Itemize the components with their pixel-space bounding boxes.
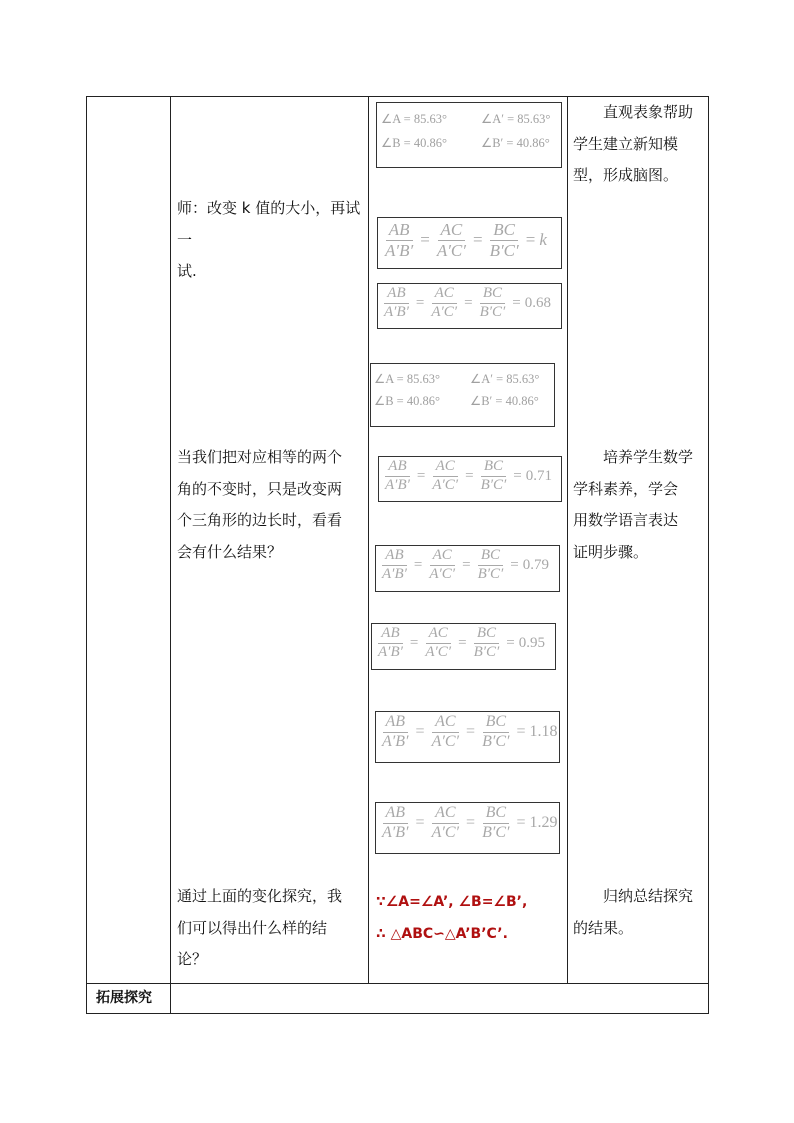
column-divider-2 <box>368 96 369 984</box>
text-line: 培养学生数学 <box>603 448 694 466</box>
fraction-bc <box>479 805 512 842</box>
table-bottom-border <box>86 1013 709 1014</box>
equals-sign: = <box>472 230 483 250</box>
ratio-value: 0.68 <box>524 294 552 311</box>
angle-b-value: ∠B = 40.86° <box>374 394 440 408</box>
ratio-value: 0.71 <box>525 467 553 484</box>
denominator: B′C′ <box>479 303 506 320</box>
text-line: 们可以得出什么样的结 <box>177 918 328 937</box>
column-divider-1 <box>170 96 171 1014</box>
teacher-prompt-conclusion <box>177 881 363 976</box>
text-line: 师：改变 k 值的大小，再试一 <box>177 199 361 249</box>
table-left-border <box>86 96 87 1014</box>
fraction-ab <box>381 286 412 321</box>
equals-sign: = <box>466 723 476 741</box>
denominator: A′C′ <box>431 303 458 320</box>
text-line: 论？ <box>177 950 208 968</box>
column-divider-3 <box>567 96 568 984</box>
equals-sign: = <box>513 467 522 484</box>
numerator: AC <box>432 805 458 824</box>
equals-sign: = <box>413 556 423 573</box>
denominator: B′C′ <box>482 732 510 750</box>
fraction-ab <box>382 221 416 260</box>
teacher-prompt-change-k <box>177 193 363 288</box>
numerator: BC <box>474 626 499 644</box>
equals-sign: = <box>458 634 467 651</box>
denominator: A′B′ <box>385 240 414 260</box>
numerator: AC <box>426 626 451 644</box>
intent-note-summary <box>573 881 705 944</box>
numerator: BC <box>480 286 505 304</box>
numerator: AC <box>432 286 457 304</box>
angle-a-prime-value: ∠A′ = 85.63° <box>481 112 551 126</box>
numerator: AB <box>383 714 409 733</box>
ratio-box-0-79 <box>375 545 560 592</box>
text-line: 归纳总结探究 <box>603 887 694 905</box>
numerator: AC <box>433 459 458 477</box>
equals-sign: = <box>510 556 519 573</box>
fraction-ac <box>428 286 460 321</box>
numerator: AB <box>382 548 406 566</box>
text-line: 会有什么结果？ <box>177 542 283 561</box>
numerator: AB <box>386 221 413 241</box>
text-line: 学科素养，学会 <box>573 479 679 498</box>
fraction-ac <box>422 626 454 661</box>
fraction-bc <box>477 286 509 321</box>
text-line: 角的不变时，只是改变两 <box>177 479 343 498</box>
ratio-box-0-71 <box>378 456 562 502</box>
fraction-bc <box>479 714 512 751</box>
fraction-ac <box>429 459 461 494</box>
denominator: A′C′ <box>436 240 466 260</box>
denominator: A′B′ <box>378 643 403 660</box>
ratio-box-k <box>377 217 562 269</box>
denominator: B′C′ <box>473 643 500 660</box>
numerator: AB <box>383 805 409 824</box>
numerator: AC <box>438 221 466 241</box>
ratio-value: 0.79 <box>522 556 550 573</box>
numerator: BC <box>478 548 503 566</box>
equals-sign: = <box>525 230 536 250</box>
text-line: 证明步骤。 <box>573 542 649 561</box>
fraction-ab <box>379 548 410 583</box>
table-right-border <box>708 96 709 1014</box>
equals-sign: = <box>516 723 526 741</box>
extension-section-label: 拓展探究 <box>96 990 152 1006</box>
numerator: AB <box>384 286 408 304</box>
angle-measure-box-1 <box>376 102 562 168</box>
equals-sign: = <box>409 634 419 651</box>
denominator: A′B′ <box>384 303 409 320</box>
ratio-box-0-95 <box>371 623 556 670</box>
numerator: BC <box>483 805 509 824</box>
denominator: B′C′ <box>477 565 504 582</box>
numerator: BC <box>483 714 509 733</box>
ratio-box-1-29 <box>375 802 560 854</box>
denominator: B′C′ <box>489 240 519 260</box>
denominator: A′B′ <box>382 565 407 582</box>
fraction-ab <box>379 714 412 751</box>
equals-sign: = <box>415 814 425 832</box>
angle-a-prime-value: ∠A′ = 85.63° <box>470 372 540 386</box>
numerator: AC <box>432 714 458 733</box>
fraction-bc <box>475 548 507 583</box>
denominator: A′B′ <box>382 823 409 841</box>
text-line: 学生建立新知模 <box>573 134 679 153</box>
ratio-value: 1.18 <box>529 723 558 741</box>
denominator: A′C′ <box>429 565 456 582</box>
fraction-ab <box>375 626 406 661</box>
fraction-ac <box>426 548 458 583</box>
equals-sign: = <box>512 294 521 311</box>
fraction-bc <box>471 626 503 661</box>
conclusion-therefore: ∴ △ABC∽△A’B’C’. <box>376 926 508 942</box>
text-line: 用数学语言表达 <box>573 511 679 529</box>
text-line: 试. <box>177 262 197 280</box>
angle-a-value: ∠A = 85.63° <box>381 112 447 126</box>
denominator: A′C′ <box>425 643 452 660</box>
denominator: B′C′ <box>482 823 510 841</box>
numerator: AC <box>430 548 455 566</box>
text-line: 个三角形的边长时，看看 <box>177 511 343 529</box>
fraction-ac <box>434 221 469 260</box>
table-row-divider <box>86 983 709 984</box>
numerator: AB <box>378 626 402 644</box>
denominator: A′B′ <box>385 476 410 493</box>
ratio-value: 1.29 <box>529 814 558 832</box>
angle-a-value: ∠A = 85.63° <box>374 372 440 386</box>
denominator: A′C′ <box>432 476 459 493</box>
fraction-bc <box>487 221 522 260</box>
text-line: 型，形成脑图。 <box>573 166 679 184</box>
numerator: BC <box>490 221 518 241</box>
denominator: A′C′ <box>431 823 460 841</box>
equals-sign: = <box>416 467 426 484</box>
ratio-value: 0.95 <box>518 634 546 651</box>
equals-sign: = <box>415 723 425 741</box>
fraction-ab <box>379 805 412 842</box>
text-line: 的结果。 <box>573 918 634 937</box>
teacher-prompt-change-sides <box>177 442 363 568</box>
equals-sign: = <box>420 230 430 250</box>
angle-b-value: ∠B = 40.86° <box>381 136 447 150</box>
equals-sign: = <box>462 556 471 573</box>
intent-note-literacy <box>573 442 705 568</box>
ratio-value: k <box>539 230 547 250</box>
conclusion-because: ∵∠A=∠A’, ∠B=∠B’, <box>376 894 528 910</box>
fraction-ab <box>382 459 413 494</box>
angle-b-prime-value: ∠B′ = 40.86° <box>481 136 550 150</box>
ratio-box-0-68 <box>377 283 562 329</box>
numerator: AB <box>385 459 409 477</box>
denominator: A′C′ <box>431 732 460 750</box>
denominator: A′B′ <box>382 732 409 750</box>
fraction-ac <box>429 714 462 751</box>
fraction-ac <box>429 805 462 842</box>
fraction-bc <box>478 459 510 494</box>
equals-sign: = <box>415 294 425 311</box>
numerator: BC <box>481 459 506 477</box>
equals-sign: = <box>516 814 526 832</box>
text-line: 直观表象帮助 <box>603 103 694 121</box>
equals-sign: = <box>465 467 474 484</box>
equals-sign: = <box>466 814 476 832</box>
text-line: 通过上面的变化探究，我 <box>177 887 343 905</box>
text-line: 当我们把对应相等的两个 <box>177 448 343 466</box>
equals-sign: = <box>464 294 473 311</box>
equals-sign: = <box>506 634 515 651</box>
ratio-box-1-18 <box>375 711 560 763</box>
angle-measure-box-2 <box>370 363 555 427</box>
angle-b-prime-value: ∠B′ = 40.86° <box>470 394 539 408</box>
denominator: B′C′ <box>480 476 507 493</box>
intent-note-visual <box>573 97 705 192</box>
